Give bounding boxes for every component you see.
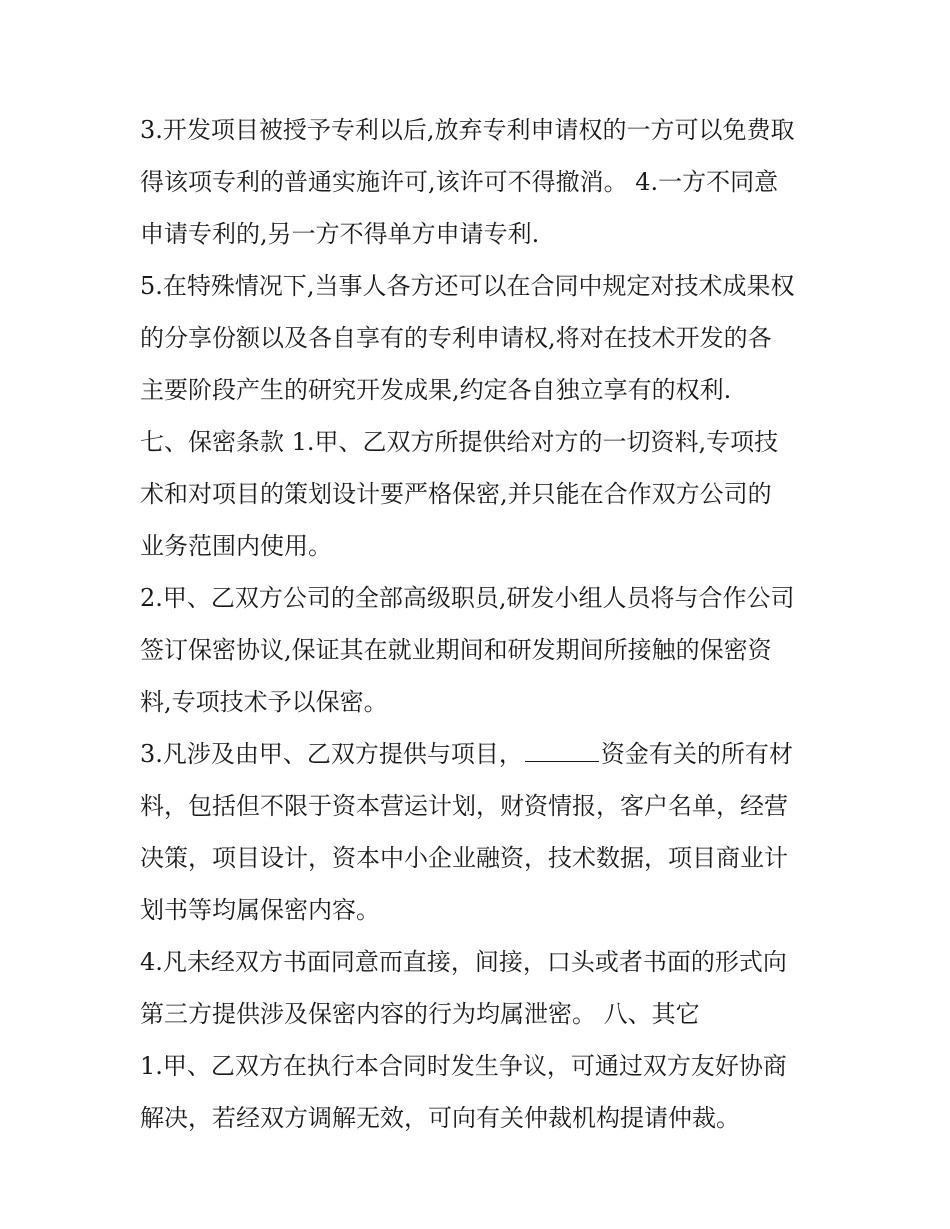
text-line: 3.开发项目被授予专利以后,放弃专利申请权的一方可以免费取 — [140, 116, 795, 144]
text-line: 的分享份额以及各自享有的专利申请权,将对在技术开发的各 — [140, 324, 772, 352]
document-body — [140, 104, 820, 1144]
text-line: 签订保密协议,保证其在就业期间和研发期间所接触的保密资 — [140, 636, 772, 664]
text-before-blank: 3.凡涉及由甲、乙双方提供与项目， — [140, 740, 523, 768]
text-line: 5.在特殊情况下,当事人各方还可以在合同中规定对技术成果权 — [140, 272, 795, 300]
text-after-blank: 资金有关的所有材 — [600, 740, 793, 768]
text-line: 1.甲、乙双方在执行本合同时发生争议，可通过双方友好协商 — [140, 1052, 787, 1080]
text-line: 七、保密条款 1.甲、乙双方所提供给对方的一切资料,专项技 — [140, 428, 779, 456]
text-line: 业务范围内使用。 — [140, 532, 332, 560]
text-line: 主要阶段产生的研究开发成果,约定各自独立享有的权利. — [140, 376, 732, 404]
text-line: 料,专项技术予以保密。 — [140, 688, 388, 716]
text-line: 4.凡未经双方书面同意而直接，间接，口头或者书面的形式向 — [140, 948, 787, 976]
text-line: 料，包括但不限于资本营运计划，财资情报，客户名单，经营 — [140, 792, 788, 820]
text-line: 申请专利的,另一方不得单方申请专利. — [140, 220, 540, 248]
text-line: 2.甲、乙双方公司的全部高级职员,研发小组人员将与合作公司 — [140, 584, 795, 612]
text-line: 决策，项目设计，资本中小企业融资，技术数据，项目商业计 — [140, 844, 788, 872]
text-line: 得该项专利的普通实施许可,该许可不得撤消。 4.一方不同意 — [140, 168, 779, 196]
text-line: 划书等均属保密内容。 — [140, 896, 380, 924]
text-line: 第三方提供涉及保密内容的行为均属泄密。 八、其它 — [140, 1000, 700, 1028]
text-line: 术和对项目的策划设计要严格保密,并只能在合作双方公司的 — [140, 480, 772, 508]
fill-in-blank — [525, 731, 599, 762]
text-line: 解决，若经双方调解无效，可向有关仲裁机构提请仲裁。 — [140, 1104, 740, 1132]
text-line-with-blank — [140, 728, 820, 780]
